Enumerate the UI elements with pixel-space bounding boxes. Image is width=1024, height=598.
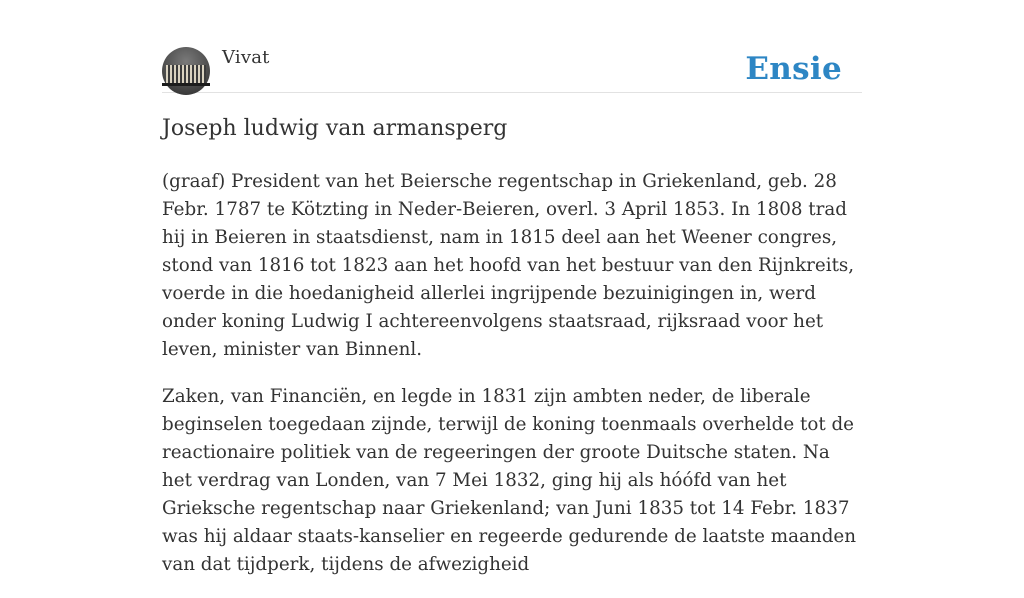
author-avatar[interactable] (162, 47, 210, 95)
page-header (162, 46, 862, 93)
article-paragraph: Zaken, van Financiën, en legde in 1831 zijn ambten neder, de liberale beginselen toegedaan zijnde, terwijl de koning toenmaals overhelde tot de reactionaire politiek van de regeeringen der groote Duitsche staten. Na het verdrag van Londen, van 7 Mei 1832, ging hij als hóófd van het Grieksche regentschap naar Griekenland; van Juni 1835 tot 14 Febr. 1837 was hij aldaar staats-kanselier en regeerde gedurende de laatste maanden van dat tijdperk, tijdens de afwezigheid (162, 386, 857, 575)
ensie-logo[interactable]: Ensie (745, 51, 842, 87)
article-paragraph: (graaf) President van het Beiersche regentschap in Griekenland, geb. 28 Febr. 1787 te Kötzting in Neder-Beieren, overl. 3 April 1853. In 1808 trad hij in Beieren in staatsdienst, nam in 1815 deel aan het Weener congres, stond van 1816 tot 1823 aan het hoofd van het bestuur van den Rijnkreits, voerde in die hoedanigheid allerlei ingrijpende bezuinigingen in, werd onder koning Ludwig I achtereenvolgens staatsraad, rijksraad voor het leven, minister van Binnenl. (162, 171, 855, 360)
article-body (162, 168, 862, 598)
author-name[interactable]: Vivat (222, 47, 270, 68)
bookshelf-avatar-icon (166, 65, 206, 83)
shelf-divider (162, 83, 210, 86)
article-title: Joseph ludwig van armansperg (162, 116, 508, 141)
